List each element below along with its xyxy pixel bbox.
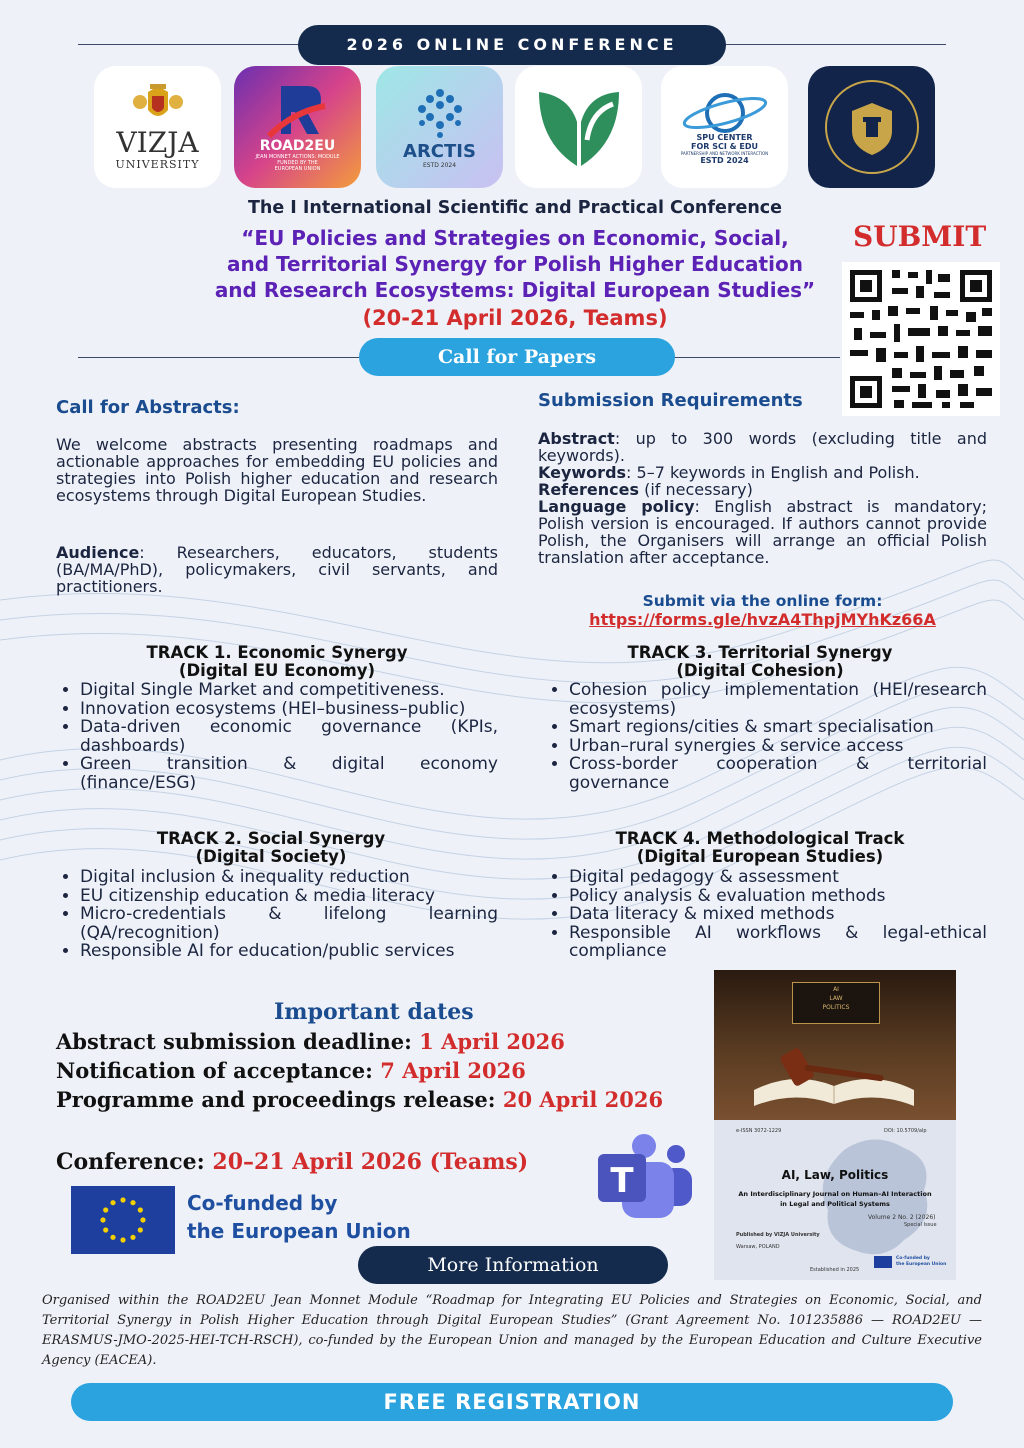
- submit-label: SUBMIT: [853, 220, 987, 253]
- journal-volume: Volume 2 No. 2 (2026): [868, 1214, 936, 1221]
- conference-date-line: Conference: 20–21 April 2026 (Teams): [56, 1149, 529, 1175]
- spu-logo-line4: ESTD 2024: [700, 156, 749, 165]
- list-item: • Urban–rural synergies & service access: [569, 737, 987, 756]
- conference-dates: (20-21 April 2026, Teams): [362, 306, 668, 330]
- audience-text: [56, 544, 498, 595]
- journal-cover[interactable]: [714, 970, 956, 1280]
- leaf-icon: [529, 82, 629, 172]
- req-language: [538, 498, 987, 566]
- conference-title-line1: “EU Policies and Strategies on Economic, Social,: [241, 226, 789, 250]
- date-value: 1 April 2026: [419, 1029, 565, 1054]
- journal-publisher: Published by VIZJA University: [736, 1232, 820, 1238]
- track-4-subtitle: (Digital European Studies): [636, 847, 884, 866]
- leaf-logo: [515, 66, 642, 188]
- journal-issn: e-ISSN 3072-1229: [736, 1128, 782, 1134]
- spu-logo: [661, 66, 788, 188]
- journal-badge-line3: POLITICS: [822, 1004, 850, 1011]
- banner-rule-left: [78, 44, 300, 45]
- road2eu-logo-name: ROAD2EU: [259, 138, 336, 154]
- journal-subtitle1: An Interdisciplinary Journal on Human–AI Interaction: [738, 1190, 932, 1198]
- eu-stars-icon: [71, 1186, 175, 1254]
- track-1-list: [56, 681, 498, 793]
- date-value: 20 April 2026: [502, 1087, 664, 1112]
- journal-cofund1: Co-funded by: [896, 1256, 930, 1261]
- journal-established: Established in 2025: [810, 1267, 860, 1273]
- list-item: • EU citizenship education & media literacy: [80, 887, 498, 906]
- journal-subtitle2: in Legal and Political Systems: [780, 1200, 890, 1208]
- eu-cofunded-line2: the European Union: [187, 1219, 411, 1243]
- journal-doi: DOI: 10.5709/alp: [884, 1128, 927, 1134]
- req-language-text: : English abstract is mandatory; Polish version is encouraged. If authors cannot provide Polish, the Organisers will arrange an official Polish translation after acceptance.: [538, 497, 987, 567]
- date-label: Notification of acceptance: [56, 1058, 366, 1083]
- vizja-logo-sub: UNIVERSITY: [115, 157, 200, 171]
- req-language-label: Language policy: [538, 497, 695, 516]
- track-1-name: TRACK 1. Economic Synergy: [146, 643, 408, 662]
- list-item: • Responsible AI workflows & legal-ethical compliance: [569, 924, 987, 961]
- journal-title: AI, Law, Politics: [781, 1168, 889, 1182]
- date-label: Abstract submission deadline: [56, 1029, 405, 1054]
- uehs-seal: [818, 73, 926, 181]
- submission-form-link[interactable]: https://forms.gle/hvzA4ThpjMYhKz66A: [589, 610, 936, 629]
- audience-label: Audience: [56, 543, 140, 562]
- submission-requirements-heading: Submission Requirements: [538, 390, 803, 411]
- req-references: [538, 481, 987, 498]
- list-item: • Smart regions/cities & smart specialisation: [569, 718, 987, 737]
- req-keywords: [538, 464, 987, 481]
- date-value: 7 April 2026: [380, 1058, 526, 1083]
- req-abstract: [538, 430, 987, 464]
- journal-cofund2: the European Union: [896, 1262, 947, 1267]
- road2eu-logo: [234, 66, 361, 188]
- track-2-list: [56, 868, 498, 961]
- req-keywords-label: Keywords: [538, 463, 627, 482]
- date-programme-release: Programme and proceedings release: 20 April 2026: [56, 1087, 664, 1112]
- vizja-logo: [94, 66, 221, 188]
- list-item: • Data-driven economic governance (KPIs, dashboards): [80, 718, 498, 755]
- road-r-icon: [263, 82, 333, 138]
- requirements-block: [538, 430, 987, 566]
- submit-qr-code[interactable]: [842, 262, 1000, 416]
- req-references-label: References: [538, 480, 639, 499]
- track-2-title: [56, 830, 486, 866]
- track-4-name: TRACK 4. Methodological Track: [615, 829, 905, 848]
- spu-logo-line3: PARTNERSHIP AND NETWORK INTERACTION: [680, 151, 769, 156]
- track-2-name: TRACK 2. Social Synergy: [156, 829, 386, 848]
- vizja-logo-name: VIZJA: [116, 125, 199, 159]
- journal-issue: Special Issue: [904, 1222, 937, 1228]
- list-item: • Innovation ecosystems (HEI–business–public): [80, 700, 498, 719]
- conference-title-line2: and Territorial Synergy for Polish Higher Education: [227, 252, 803, 276]
- call-for-abstracts-heading: Call for Abstracts:: [56, 397, 240, 418]
- track-3-list: [545, 681, 987, 793]
- road2eu-logo-line3: EUROPEAN UNION: [274, 166, 321, 172]
- spu-logo-line2: FOR SCI & EDU: [691, 142, 758, 151]
- list-item: • Digital pedagogy & assessment: [569, 868, 987, 887]
- crest-icon: [128, 84, 188, 128]
- road2eu-logo-line2: FUNDED BY THE: [277, 160, 318, 166]
- teams-letter: T: [610, 1161, 634, 1201]
- hexagon-sphere-icon: [408, 85, 472, 141]
- journal-city: Warsaw, POLAND: [736, 1244, 780, 1250]
- free-registration-button[interactable]: FREE REGISTRATION: [71, 1383, 953, 1421]
- date-label: Programme and proceedings release: [56, 1087, 488, 1112]
- list-item: • Cross-border cooperation & territorial governance: [569, 755, 987, 792]
- uehs-logo: [808, 66, 935, 188]
- req-abstract-label: Abstract: [538, 429, 615, 448]
- teams-icon: [596, 1132, 696, 1222]
- list-item: • Policy analysis & evaluation methods: [569, 887, 987, 906]
- list-item: • Cohesion policy implementation (HEI/research ecosystems): [569, 681, 987, 718]
- track-4-title: [545, 830, 975, 866]
- top-banner: 2026 ONLINE CONFERENCE: [298, 25, 726, 65]
- cfp-rule-left: [78, 357, 360, 358]
- globe-orbit-icon: [680, 89, 770, 133]
- cfp-rule-right: [674, 357, 840, 358]
- eu-flag: [71, 1186, 175, 1254]
- list-item: • Green transition & digital economy (finance/ESG): [80, 755, 498, 792]
- track-4-list: [545, 868, 987, 961]
- track-3-name: TRACK 3. Territorial Synergy: [627, 643, 893, 662]
- important-dates-heading: Important dates: [274, 999, 474, 1025]
- conference-title-line3: and Research Ecosystems: Digital European Studies”: [214, 278, 816, 302]
- audience-value: : Researchers, educators, students (BA/MA/PhD), policymakers, civil servants, and practitioners.: [56, 543, 498, 596]
- spu-logo-line1: SPU CENTER: [696, 133, 753, 142]
- track-3-title: [545, 644, 975, 680]
- track-2-subtitle: (Digital Society): [195, 847, 347, 866]
- list-item: • Micro-credentials & lifelong learning (QA/recognition): [80, 905, 498, 942]
- arctis-logo-name: ARCTIS: [403, 141, 476, 162]
- journal-eu-flag: [874, 1256, 892, 1268]
- conference-date-value: 20–21 April 2026 (Teams): [212, 1149, 529, 1175]
- journal-badge-line2: LAW: [829, 995, 843, 1002]
- date-notification: Notification of acceptance: 7 April 2026: [56, 1058, 526, 1083]
- banner-rule-right: [724, 44, 946, 45]
- list-item: • Digital inclusion & inequality reduction: [80, 868, 498, 887]
- submit-via-label: Submit via the online form:: [642, 592, 883, 610]
- journal-lower: [714, 1120, 956, 1280]
- call-for-papers-pill: Call for Papers: [359, 338, 675, 376]
- journal-badge-line1: AI: [833, 986, 839, 993]
- list-item: • Responsible AI for education/public services: [80, 942, 498, 961]
- gavel-book-icon: [744, 1030, 924, 1115]
- funding-footnote: Organised within the ROAD2EU Jean Monnet Module “Roadmap for Integrating EU Policies and Strategies on Economic, Social, and Territorial Synergy in Polish Higher Education through Digital European Studies” (Grant Agreement No. 101235886 — ROAD2EU — ERASMUS-JMO-2025-HEI-TCH-RSCH), co-funded by the European Union and managed by the European Education and Culture Executive Agency (EACEA).: [42, 1293, 982, 1368]
- conference-line1: The I International Scientific and Practical Conference: [247, 198, 783, 218]
- journal-badge: [792, 982, 880, 1024]
- more-information-button[interactable]: More Information: [358, 1246, 668, 1284]
- req-abstract-text: : up to 300 words (excluding title and keywords).: [538, 429, 987, 465]
- req-references-text: (if necessary): [638, 480, 753, 499]
- arctis-logo-sub: ESTD 2024: [422, 162, 457, 169]
- list-item: • Digital Single Market and competitiveness.: [80, 681, 498, 700]
- call-for-abstracts-text: We welcome abstracts presenting roadmaps and actionable approaches for embedding EU policies and strategies into Polish higher education and research ecosystems through Digital European Studies.: [56, 435, 498, 505]
- track-1-subtitle: (Digital EU Economy): [178, 661, 376, 680]
- track-3-subtitle: (Digital Cohesion): [676, 661, 844, 680]
- conference-date-label: Conference: [56, 1149, 197, 1175]
- eu-cofunded-line1: Co-funded by: [187, 1191, 338, 1215]
- date-abstract-deadline: Abstract submission deadline: 1 April 2026: [56, 1029, 565, 1054]
- track-1-title: [56, 644, 498, 680]
- list-item: • Data literacy & mixed methods: [569, 905, 987, 924]
- arctis-logo: [376, 66, 503, 188]
- req-keywords-text: : 5–7 keywords in English and Polish.: [626, 463, 920, 482]
- road2eu-logo-line1: JEAN MONNET ACTIONS: MODULE: [255, 154, 340, 160]
